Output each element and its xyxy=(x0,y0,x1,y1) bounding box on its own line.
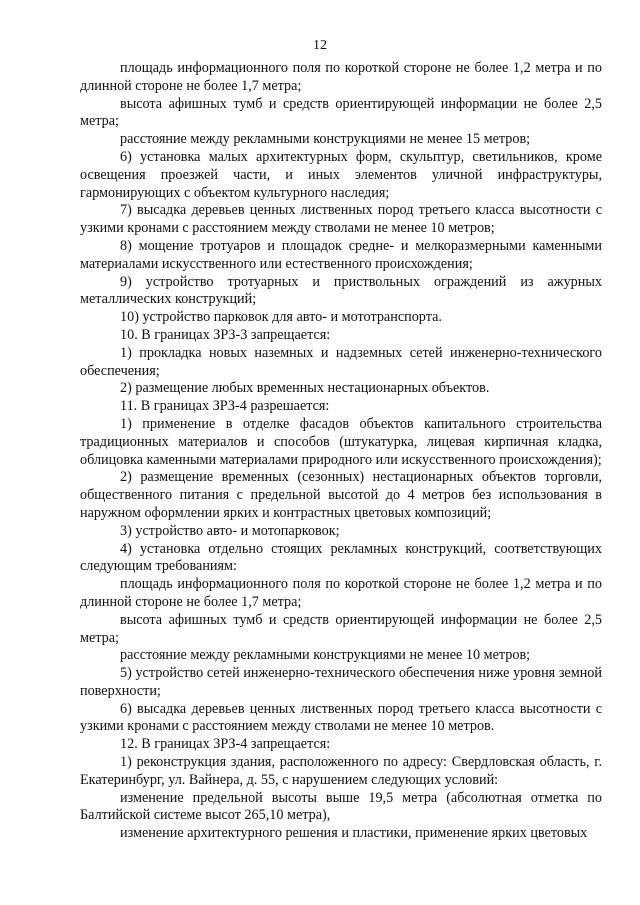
paragraph: 10) устройство парковок для авто- и мототранспорта. xyxy=(120,309,442,326)
page-number: 12 xyxy=(313,38,327,53)
paragraph: 1) реконструкция здания, расположенного по адресу: Свердловская область, г. Екатеринбург, ул. Вайнера, д. 55, с нарушением следующих условий: xyxy=(80,754,602,788)
paragraph: расстояние между рекламными конструкциями не менее 15 метров; xyxy=(120,131,531,148)
paragraph: 2) размещение временных (сезонных) нестационарных объектов торговли, общественного питания с предельной высотой до 4 метров без использования в наружном оформлении ярких и контрастных цветовых композиций; xyxy=(80,469,602,521)
paragraph: 9) устройство тротуарных и приствольных ограждений из ажурных металлических конструкций; xyxy=(80,273,602,308)
paragraph: 3) устройство авто- и мотопарковок; xyxy=(120,522,340,539)
paragraph: высота афишных тумб и средств ориентирующей информации не более 2,5 метра; xyxy=(80,611,602,646)
paragraph: изменение предельной высоты выше 19,5 метра (абсолютная отметка по Балтийской системе высот 265,10 метра), xyxy=(80,789,602,824)
paragraph: 1) прокладка новых наземных и надземных сетей инженерно-технического обеспечения; xyxy=(80,344,602,379)
paragraph: 10. В границах ЗРЗ-3 запрещается: xyxy=(120,326,331,343)
paragraph: 5) устройство сетей инженерно-технического обеспечения ниже уровня земной поверхности; xyxy=(80,665,602,699)
paragraph: 2) размещение любых временных нестационарных объектов. xyxy=(120,380,490,397)
paragraph: 6) высадка деревьев ценных лиственных пород третьего класса высотности с узкими кронами с расстоянием между стволами не менее 10 метров. xyxy=(80,700,602,735)
paragraph: 12. В границах ЗРЗ-4 запрещается: xyxy=(120,736,331,753)
document-body xyxy=(80,60,602,843)
paragraph: 6) установка малых архитектурных форм, скульптур, светильников, кроме освещения проезжей части, и иных элементов уличной инфраструктуры, гармонирующих с объектом культурного наследия; xyxy=(80,148,602,201)
paragraph: изменение архитектурного решения и пластики, применение ярких цветовых xyxy=(120,825,588,842)
paragraph: площадь информационного поля по короткой стороне не более 1,2 метра и по длинной стороне не более 1,7 метра; xyxy=(80,576,602,610)
paragraph: 11. В границах ЗРЗ-4 разрешается: xyxy=(120,398,330,415)
paragraph: 4) установка отдельно стоящих рекламных конструкций, соответствующих следующим требованиям: xyxy=(80,540,602,575)
paragraph: площадь информационного поля по короткой стороне не более 1,2 метра и по длинной стороне не более 1,7 метра; xyxy=(80,60,602,94)
paragraph: 1) применение в отделке фасадов объектов капитального строительства традиционных материалов и способов (штукатурка, лицевая кирпичная кладка, облицовка каменными материалами природного или искусственного происхождения); xyxy=(80,415,602,468)
paragraph: расстояние между рекламными конструкциями не менее 10 метров; xyxy=(120,647,531,664)
paragraph: 8) мощение тротуаров и площадок средне- и мелкоразмерными каменными материалами искусственного или естественного происхождения; xyxy=(80,237,602,272)
paragraph: 7) высадка деревьев ценных лиственных пород третьего класса высотности с узкими кронами с расстоянием между стволами не менее 10 метров; xyxy=(80,202,602,237)
paragraph: высота афишных тумб и средств ориентирующей информации не более 2,5 метра; xyxy=(80,95,602,130)
